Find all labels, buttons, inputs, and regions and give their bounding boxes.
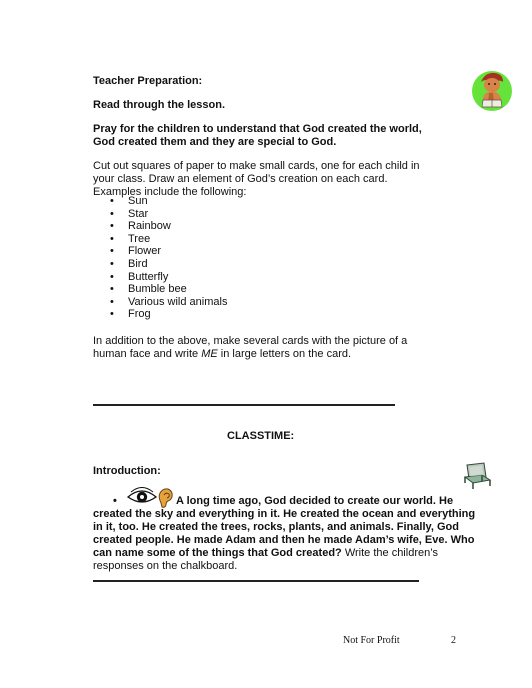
intro-line6: responses on the chalkboard. — [93, 560, 238, 572]
prep-cut-line2: your class. Draw an element of God’s creation on each card. — [93, 173, 388, 185]
classtime-heading: CLASSTIME: — [227, 430, 295, 442]
examples-list — [110, 195, 360, 321]
prep-pray-line1: Pray for the children to understand that God created the world, — [93, 123, 422, 135]
example-item: • Butterfly — [110, 271, 360, 284]
prep-addition-line2: human face and write ME in large letters on the card. — [93, 348, 352, 360]
example-item: • Bumble bee — [110, 283, 360, 296]
example-item: • Frog — [110, 308, 360, 321]
intro-line4: created people. He made Adam and then he made Adam’s wife, Eve. Who — [93, 534, 475, 546]
intro-line2: created the sky and everything in it. He created the ocean and everything — [93, 508, 476, 520]
page-number: 2 — [451, 635, 456, 646]
intro-line5: can name some of the things that God created? Write the children’s — [93, 547, 438, 559]
example-item: • Flower — [110, 245, 360, 258]
prep-pray-line2: God created them and they are special to God. — [93, 136, 337, 148]
prep-addition-line1: In addition to the above, make several cards with the picture of a — [93, 335, 408, 347]
example-item: • Sun — [110, 195, 360, 208]
example-item: • Rainbow — [110, 220, 360, 233]
intro-question: can name some of the things that God created? — [93, 547, 342, 559]
praying-child-icon — [471, 68, 513, 112]
intro-line1: A long time ago, God decided to create our world. He — [176, 495, 454, 507]
footer-label: Not For Profit — [343, 635, 400, 646]
section-divider — [93, 580, 419, 582]
intro-heading: Introduction: — [93, 465, 161, 477]
me-emphasis: ME — [201, 348, 218, 360]
eye-icon — [127, 487, 157, 507]
intro-bullet: • — [113, 495, 117, 507]
prep-cut-line1: Cut out squares of paper to make small cards, one for each child in — [93, 160, 420, 172]
section-divider — [93, 404, 395, 406]
prep-heading: Teacher Preparation: — [93, 75, 203, 87]
ear-icon — [157, 487, 174, 509]
example-item: • Star — [110, 208, 360, 221]
intro-line3: in it, too. He created the trees, rocks, plants, and animals. Finally, God — [93, 521, 459, 533]
prep-read: Read through the lesson. — [93, 99, 226, 111]
chair-icon — [462, 461, 492, 491]
example-item: • Various wild animals — [110, 296, 360, 309]
example-item: • Bird — [110, 258, 360, 271]
example-item: • Tree — [110, 233, 360, 246]
prep-cut-line3: Examples include the following: — [93, 186, 247, 198]
